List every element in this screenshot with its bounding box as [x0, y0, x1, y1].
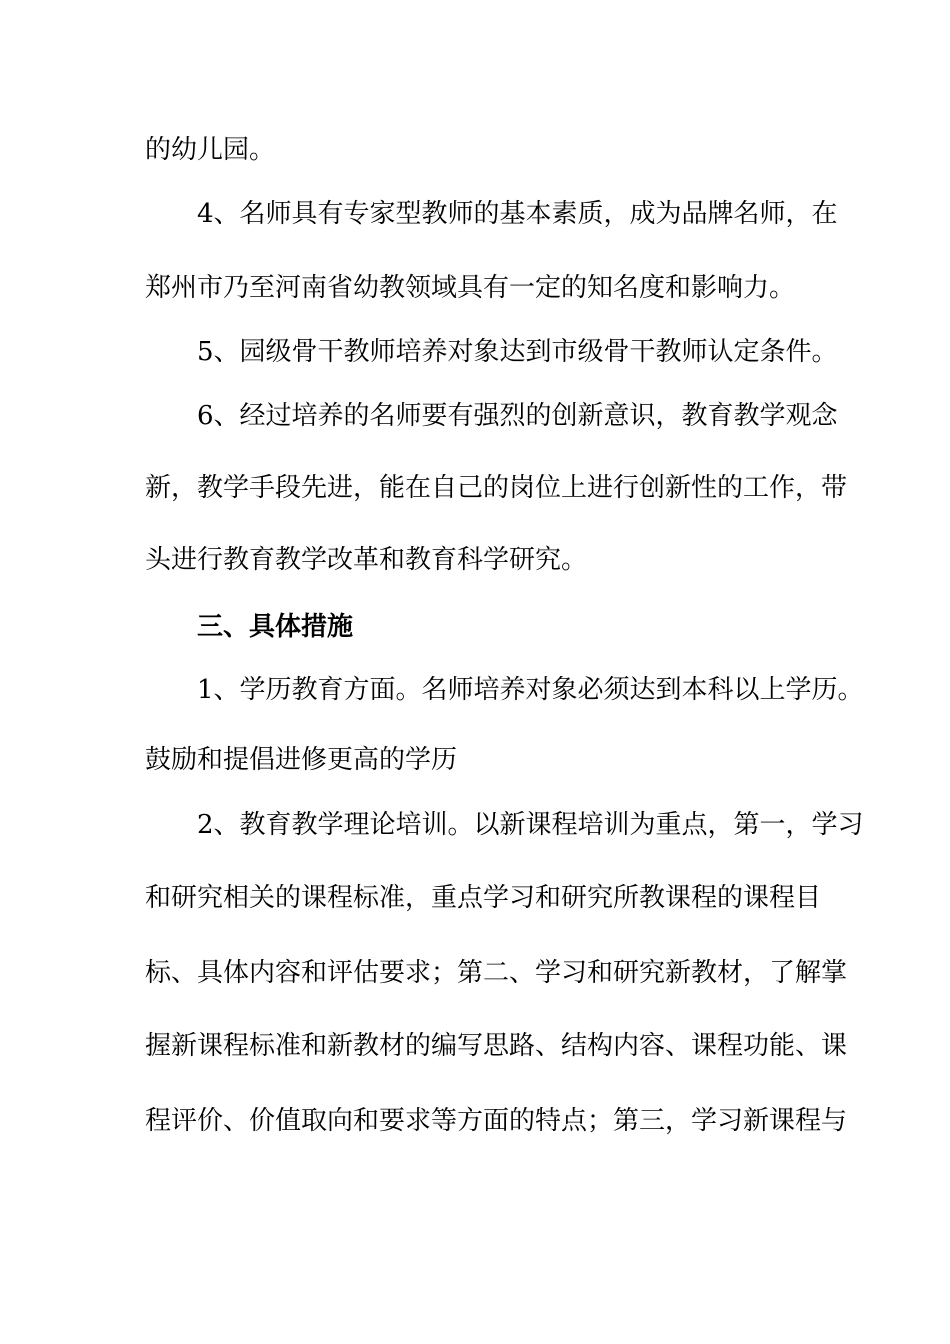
paragraph-text: 4、名师具有专家型教师的基本素质，成为品牌名师，在 [197, 199, 838, 229]
paragraph-line [0, 268, 950, 308]
paragraph-line [0, 468, 950, 508]
paragraph-text: 的幼儿园。 [145, 135, 276, 165]
paragraph-text: 1、学历教育方面。名师培养对象必须达到本科以上学历。 [197, 675, 864, 705]
paragraph-text: 和研究相关的课程标准，重点学习和研究所教课程的课程目 [145, 883, 822, 913]
paragraph-line [0, 540, 950, 580]
paragraph-text: 程评价、价值取向和要求等方面的特点；第三，学习新课程与 [145, 1106, 848, 1136]
paragraph-line [0, 740, 950, 780]
paragraph-line [0, 332, 950, 372]
paragraph-text: 郑州市乃至河南省幼教领域具有一定的知名度和影响力。 [145, 273, 796, 303]
section-heading: 三、具体措施 [197, 612, 354, 642]
paragraph-text: 5、园级骨干教师培养对象达到市级骨干教师认定条件。 [197, 337, 838, 367]
paragraph-line [0, 670, 950, 710]
paragraph-text: 2、教育教学理论培训。以新课程培训为重点，第一，学习 [197, 810, 864, 840]
paragraph-text: 6、经过培养的名师要有强烈的创新意识，教育教学观念 [197, 401, 838, 431]
paragraph-line [0, 1101, 950, 1141]
paragraph-line [0, 878, 950, 918]
paragraph-text: 握新课程标准和新教材的编写思路、结构内容、课程功能、课 [145, 1031, 848, 1061]
paragraph-line [0, 1026, 950, 1066]
paragraph-text: 标、具体内容和评估要求；第二、学习和研究新教材，了解掌 [145, 958, 848, 988]
paragraph-text: 头进行教育教学改革和教育科学研究。 [145, 545, 588, 575]
paragraph-text: 新，教学手段先进，能在自己的岗位上进行创新性的工作，带 [145, 473, 848, 503]
section-heading-line [0, 607, 950, 647]
paragraph-line [0, 130, 950, 170]
paragraph-line [0, 805, 950, 845]
paragraph-line [0, 953, 950, 993]
paragraph-text: 鼓励和提倡进修更高的学历 [145, 745, 458, 775]
paragraph-line [0, 194, 950, 234]
paragraph-line [0, 396, 950, 436]
